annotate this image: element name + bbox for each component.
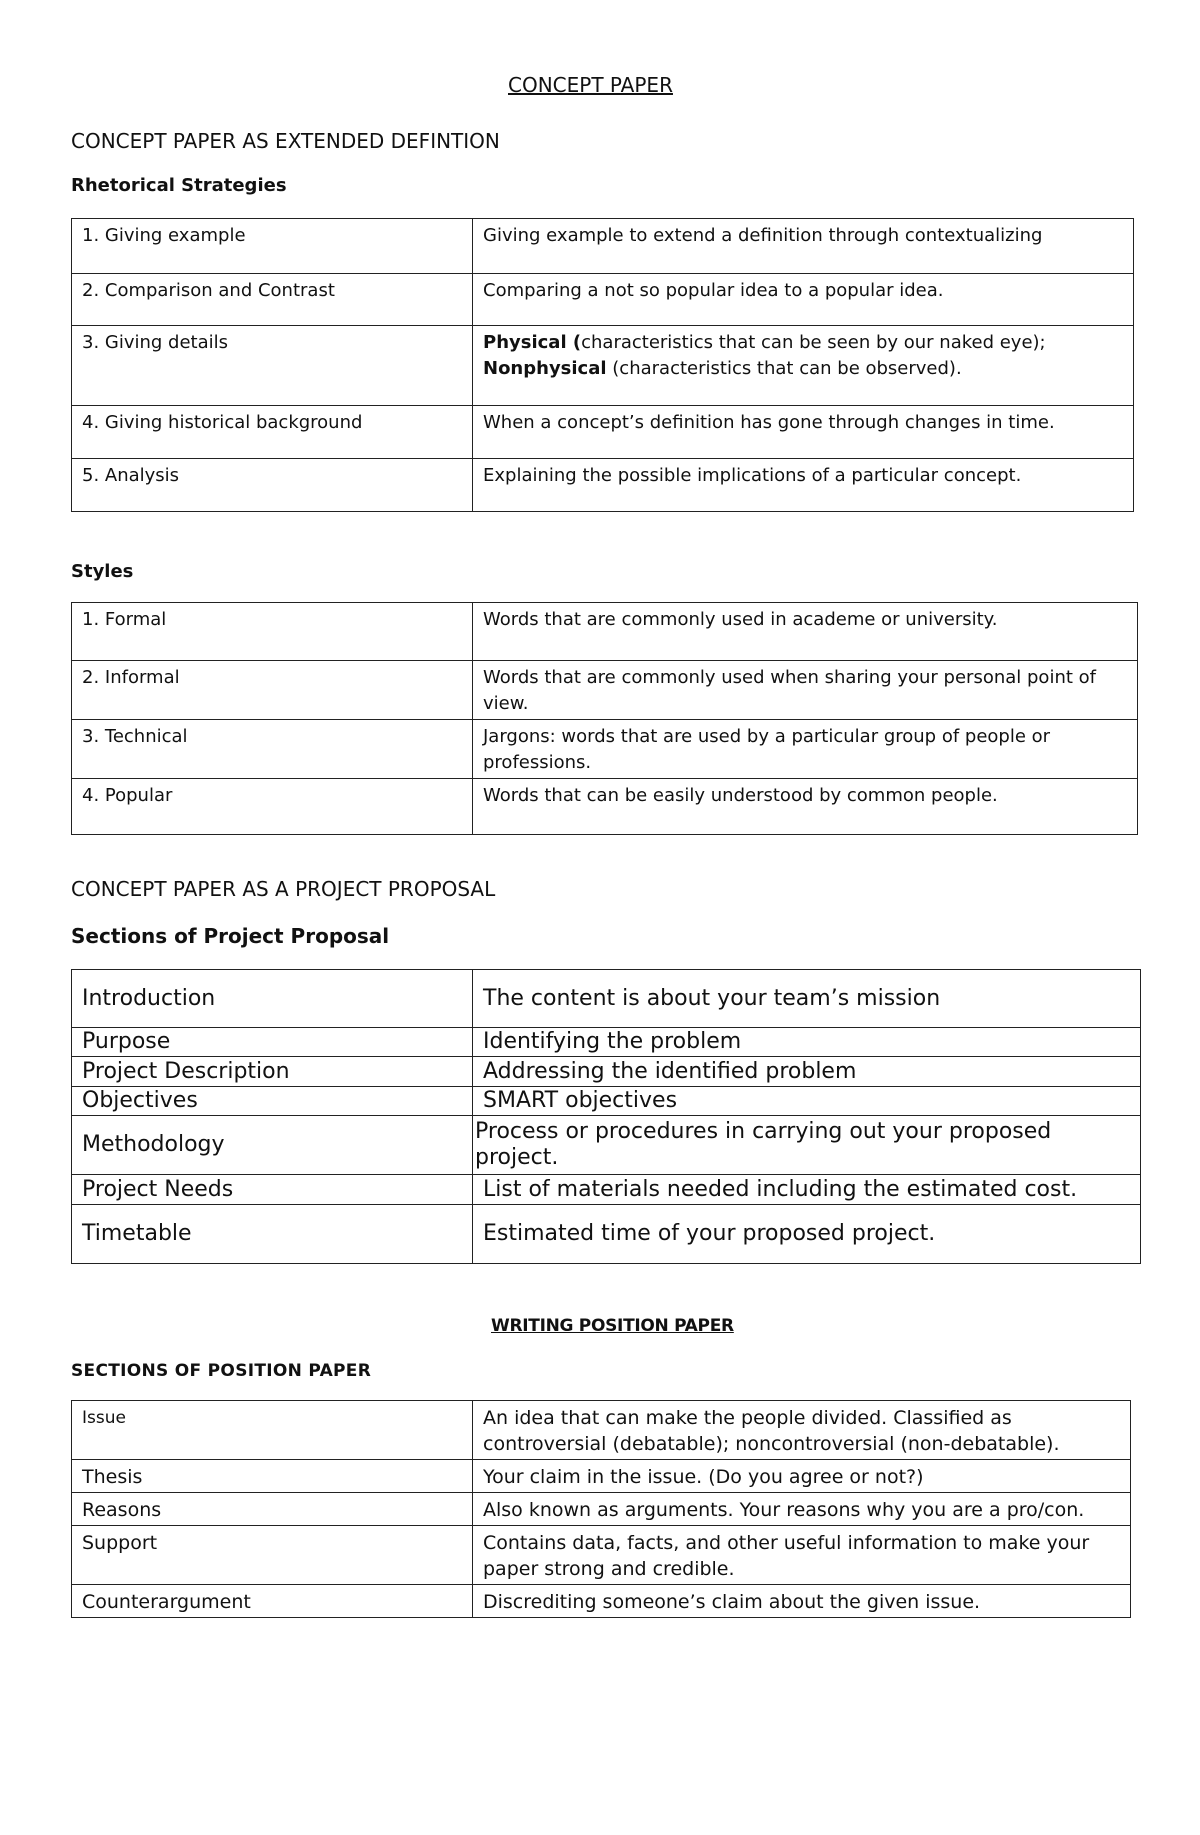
table-row	[72, 1401, 1131, 1460]
page-title: CONCEPT PAPER	[508, 73, 673, 97]
term-cell: 1. Formal	[72, 603, 473, 661]
description-cell: Jargons: words that are used by a particular group of people or professions.	[473, 720, 1138, 779]
term-cell: 4. Giving historical background	[72, 406, 473, 459]
term-cell: 2. Comparison and Contrast	[72, 274, 473, 326]
term-cell: Support	[72, 1526, 473, 1585]
description-cell: Words that are commonly used in academe or university.	[473, 603, 1138, 661]
term-cell: 5. Analysis	[72, 459, 473, 512]
description-cell: Giving example to extend a definition through contextualizing	[473, 219, 1134, 274]
description-cell: Process or procedures in carrying out your proposed project.	[473, 1116, 1141, 1175]
physical-description: characteristics that can be seen by our naked eye);	[581, 332, 1046, 353]
table-row	[72, 459, 1134, 512]
project-proposal-table	[71, 969, 1141, 1264]
table-row	[72, 1175, 1141, 1205]
subheading-styles: Styles	[71, 561, 134, 582]
description-cell: The content is about your team’s mission	[473, 970, 1141, 1028]
table-row	[72, 1493, 1131, 1526]
description-cell: Words that are commonly used when sharing your personal point of view.	[473, 661, 1138, 720]
position-paper-title: WRITING POSITION PAPER	[491, 1316, 734, 1336]
term-cell: Project Description	[72, 1057, 473, 1087]
table-row	[72, 406, 1134, 459]
term-cell: 2. Informal	[72, 661, 473, 720]
subheading-sections-project-proposal: Sections of Project Proposal	[71, 924, 390, 948]
description-cell: SMART objectives	[473, 1087, 1141, 1116]
styles-table	[71, 602, 1138, 835]
term-cell: Issue	[72, 1401, 473, 1460]
table-row	[72, 1028, 1141, 1057]
term-cell: 3. Technical	[72, 720, 473, 779]
table-row	[72, 661, 1138, 720]
description-cell: Addressing the identified problem	[473, 1057, 1141, 1087]
description-cell: When a concept’s definition has gone through changes in time.	[473, 406, 1134, 459]
nonphysical-description: (characteristics that can be observed).	[606, 358, 962, 379]
position-paper-sections-heading: SECTIONS OF POSITION PAPER	[71, 1361, 372, 1381]
term-cell: 4. Popular	[72, 779, 473, 835]
table-row	[72, 219, 1134, 274]
description-cell: Comparing a not so popular idea to a popular idea.	[473, 274, 1134, 326]
rhetorical-strategies-table	[71, 218, 1134, 512]
position-paper-table	[71, 1400, 1131, 1618]
table-row	[72, 1057, 1141, 1087]
table-row	[72, 1116, 1141, 1175]
description-cell: Your claim in the issue. (Do you agree or not?)	[473, 1460, 1131, 1493]
term-cell: Purpose	[72, 1028, 473, 1057]
subheading-rhetorical-strategies: Rhetorical Strategies	[71, 175, 287, 196]
table-row	[72, 603, 1138, 661]
bold-term-nonphysical: Nonphysical	[483, 358, 607, 379]
table-row	[72, 1460, 1131, 1493]
description-cell: List of materials needed including the estimated cost.	[473, 1175, 1141, 1205]
description-cell: Discrediting someone’s claim about the given issue.	[473, 1585, 1131, 1618]
table-row	[72, 970, 1141, 1028]
table-row	[72, 1087, 1141, 1116]
table-row	[72, 1585, 1131, 1618]
description-cell: Explaining the possible implications of a particular concept.	[473, 459, 1134, 512]
description-cell: Contains data, facts, and other useful information to make your paper strong and credible.	[473, 1526, 1131, 1585]
table-row	[72, 720, 1138, 779]
section-heading-extended-definition: CONCEPT PAPER AS EXTENDED DEFINTION	[71, 129, 500, 153]
description-cell	[473, 326, 1134, 406]
description-cell: Words that can be easily understood by common people.	[473, 779, 1138, 835]
table-row	[72, 1205, 1141, 1264]
term-cell: Project Needs	[72, 1175, 473, 1205]
term-cell: 1. Giving example	[72, 219, 473, 274]
term-cell: Counterargument	[72, 1585, 473, 1618]
term-cell: Thesis	[72, 1460, 473, 1493]
table-row	[72, 1526, 1131, 1585]
table-row	[72, 326, 1134, 406]
term-cell: Methodology	[72, 1116, 473, 1175]
bold-term-physical: Physical (	[483, 332, 582, 353]
description-cell: Estimated time of your proposed project.	[473, 1205, 1141, 1264]
description-cell: An idea that can make the people divided. Classified as controversial (debatable); noncontroversial (non-debatable).	[473, 1401, 1131, 1460]
description-cell: Also known as arguments. Your reasons why you are a pro/con.	[473, 1493, 1131, 1526]
table-row	[72, 779, 1138, 835]
term-cell: 3. Giving details	[72, 326, 473, 406]
table-row	[72, 274, 1134, 326]
term-cell: Objectives	[72, 1087, 473, 1116]
section-heading-project-proposal: CONCEPT PAPER AS A PROJECT PROPOSAL	[71, 877, 496, 901]
description-cell: Identifying the problem	[473, 1028, 1141, 1057]
term-cell: Reasons	[72, 1493, 473, 1526]
term-cell: Timetable	[72, 1205, 473, 1264]
term-cell: Introduction	[72, 970, 473, 1028]
